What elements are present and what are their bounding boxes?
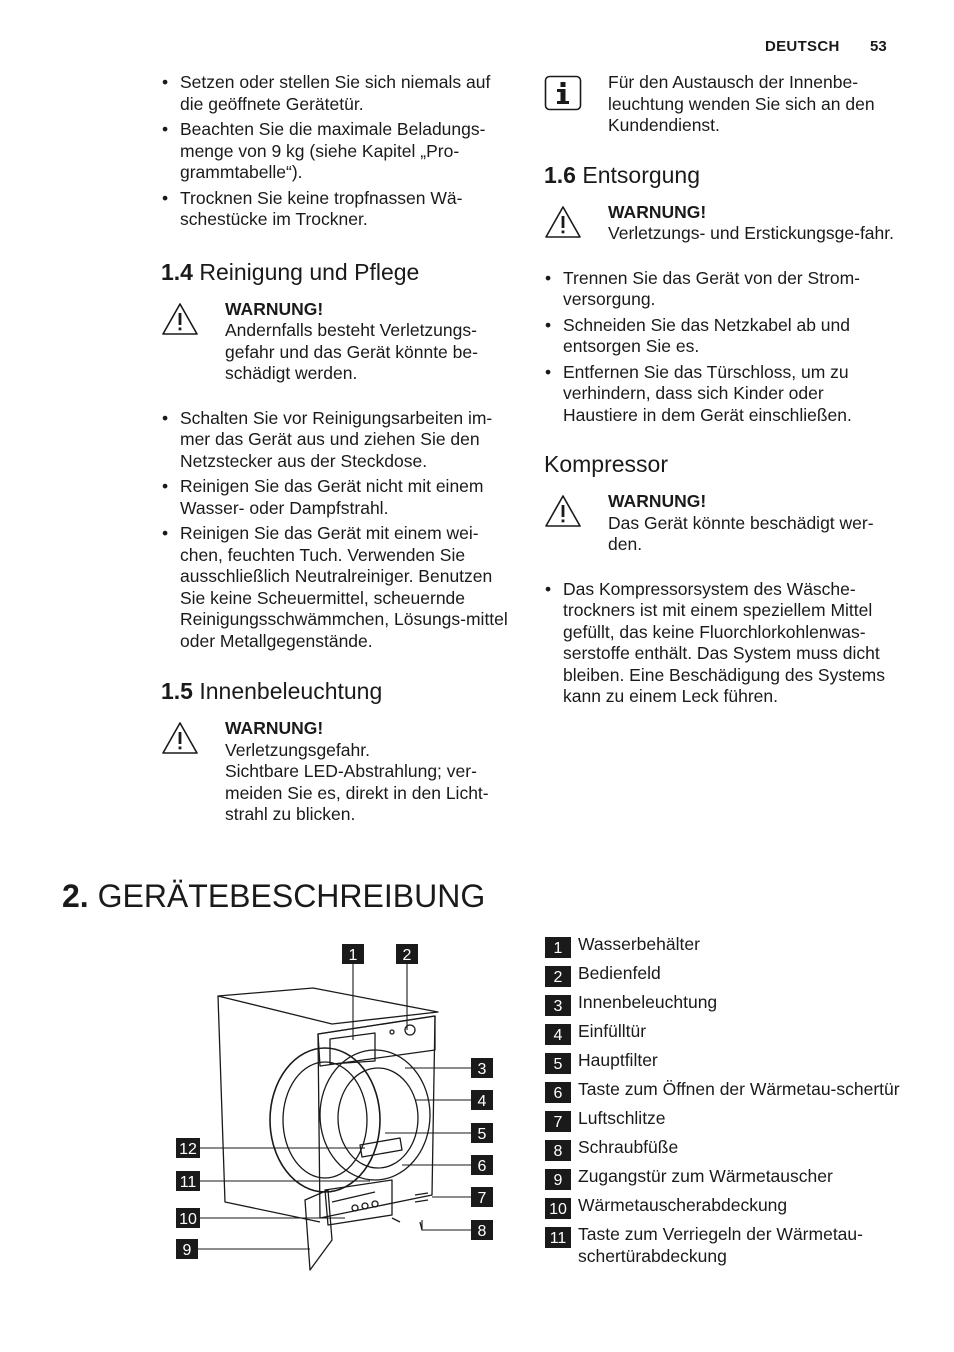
component-legend bbox=[545, 934, 954, 1275]
dryer-illustration bbox=[170, 940, 510, 1280]
callout-6: 6 bbox=[477, 1158, 487, 1175]
info-icon bbox=[544, 75, 582, 111]
page-number: 53 bbox=[870, 38, 887, 55]
callout-8: 8 bbox=[477, 1223, 487, 1240]
warning-box bbox=[544, 491, 899, 556]
callout-2: 2 bbox=[402, 947, 412, 964]
callout-10: 10 bbox=[179, 1211, 197, 1228]
callout-labels bbox=[176, 944, 493, 1259]
callout-leader-lines bbox=[198, 962, 472, 1249]
legend-text: Wasserbehälter bbox=[578, 934, 700, 954]
section-heading-kompressor bbox=[544, 450, 899, 478]
warning-triangle-icon bbox=[544, 493, 582, 529]
warning-triangle-icon bbox=[161, 301, 199, 337]
legend-item bbox=[545, 992, 954, 1014]
legend-item bbox=[545, 1166, 954, 1188]
legend-item bbox=[545, 1021, 954, 1043]
warning-box bbox=[544, 202, 899, 245]
legend-number: 2 bbox=[545, 966, 571, 987]
right-column bbox=[544, 72, 899, 712]
warning-text: Das Gerät könnte beschädigt wer-den. bbox=[608, 512, 874, 554]
intro-bullets bbox=[161, 72, 516, 231]
legend-item bbox=[545, 1050, 954, 1072]
cleaning-bullets bbox=[161, 408, 516, 653]
legend-text: Luftschlitze bbox=[578, 1108, 666, 1128]
legend-item bbox=[545, 1224, 954, 1267]
warning-title: WARNUNG! bbox=[608, 491, 707, 511]
section-number: 1.4 bbox=[161, 258, 193, 285]
legend-item bbox=[545, 1108, 954, 1130]
legend-number: 8 bbox=[545, 1140, 571, 1161]
legend-number: 5 bbox=[545, 1053, 571, 1074]
disposal-bullets bbox=[544, 268, 899, 427]
section-title: Reinigung und Pflege bbox=[199, 258, 420, 285]
list-item: • Trennen Sie das Gerät von der Strom-versorgung. bbox=[544, 268, 899, 311]
list-item: • Entfernen Sie das Türschloss, um zu verhindern, dass sich Kinder oder Haustiere in dem Gerät einschließen. bbox=[544, 362, 899, 427]
callout-3: 3 bbox=[477, 1061, 487, 1078]
legend-number: 3 bbox=[545, 995, 571, 1016]
warning-triangle-icon bbox=[544, 204, 582, 240]
legend-item bbox=[545, 1195, 954, 1217]
legend-text: Wärmetauscherabdeckung bbox=[578, 1195, 788, 1215]
warning-box bbox=[161, 299, 516, 385]
legend-number: 4 bbox=[545, 1024, 571, 1045]
warning-text: Verletzungs- und Erstickungsge-fahr. bbox=[608, 223, 894, 243]
header-language: DEUTSCH bbox=[765, 38, 840, 55]
list-item: • Trocknen Sie keine tropfnassen Wä-schestücke im Trockner. bbox=[161, 188, 516, 231]
legend-text: Zugangstür zum Wärmetauscher bbox=[578, 1166, 833, 1186]
section-heading-1-4 bbox=[161, 258, 516, 286]
legend-item bbox=[545, 1137, 954, 1159]
warning-text: Verletzungsgefahr. bbox=[225, 739, 370, 760]
legend-number: 9 bbox=[545, 1169, 571, 1190]
legend-number: 10 bbox=[545, 1198, 571, 1219]
legend-text: Hauptfilter bbox=[578, 1050, 658, 1070]
section-number: 1.5 bbox=[161, 678, 193, 704]
chapter-heading bbox=[62, 876, 485, 916]
legend-text: Innenbeleuchtung bbox=[578, 992, 718, 1012]
list-item: • Setzen oder stellen Sie sich niemals auf die geöffnete Gerätetür. bbox=[161, 72, 516, 115]
legend-number: 7 bbox=[545, 1111, 571, 1132]
list-item: • Reinigen Sie das Gerät mit einem wei-chen, feuchten Tuch. Verwenden Sie ausschließlich Neutralreiniger. Benutzen Sie keine Scheuermittel, scheuernde Reinigungsschwämmchen, Lösungs-mittel oder Metallgegenstände. bbox=[161, 523, 516, 652]
warning-box bbox=[161, 718, 516, 826]
legend-text: Bedienfeld bbox=[578, 963, 661, 983]
legend-text: Einfülltür bbox=[578, 1021, 647, 1041]
callout-1: 1 bbox=[348, 947, 358, 964]
callout-5: 5 bbox=[477, 1126, 487, 1143]
warning-title: WARNUNG! bbox=[225, 298, 324, 319]
list-item: • Schneiden Sie das Netzkabel ab und entsorgen Sie es. bbox=[544, 315, 899, 358]
section-heading-1-5 bbox=[161, 677, 516, 705]
legend-number: 6 bbox=[545, 1082, 571, 1103]
section-title: Innenbeleuchtung bbox=[199, 678, 383, 704]
chapter-title: GERÄTEBESCHREIBUNG bbox=[97, 878, 486, 914]
kompressor-bullets bbox=[544, 579, 899, 708]
callout-7: 7 bbox=[477, 1190, 487, 1207]
legend-text: Taste zum Verriegeln der Wärmetau-schertürabdeckung bbox=[578, 1224, 863, 1266]
warning-text: Andernfalls besteht Verletzungs-gefahr und das Gerät könnte be-schädigt werden. bbox=[225, 320, 478, 383]
section-heading-1-6 bbox=[544, 161, 899, 189]
list-item: • Beachten Sie die maximale Beladungs-menge von 9 kg (siehe Kapitel „Pro-grammtabelle“). bbox=[161, 119, 516, 184]
legend-item bbox=[545, 934, 954, 956]
info-box bbox=[544, 72, 899, 137]
callout-12: 12 bbox=[179, 1141, 197, 1158]
warning-text: Sichtbare LED-Abstrahlung; ver-meiden Sie es, direkt in den Licht-strahl zu blicken. bbox=[225, 761, 489, 824]
list-item: • Reinigen Sie das Gerät nicht mit einem Wasser- oder Dampfstrahl. bbox=[161, 476, 516, 519]
section-title: Kompressor bbox=[544, 451, 668, 477]
warning-title: WARNUNG! bbox=[608, 201, 707, 222]
info-text: Für den Austausch der Innenbe-leuchtung wenden Sie sich an den Kundendienst. bbox=[608, 72, 875, 135]
warning-triangle-icon bbox=[161, 720, 199, 756]
list-item: • Schalten Sie vor Reinigungsarbeiten im-mer das Gerät aus und ziehen Sie den Netzstecker aus der Steckdose. bbox=[161, 408, 516, 473]
callout-11: 11 bbox=[179, 1174, 197, 1191]
section-title: Entsorgung bbox=[582, 161, 701, 188]
section-number: 1.6 bbox=[544, 161, 576, 188]
left-column bbox=[161, 72, 516, 826]
list-item: • Das Kompressorsystem des Wäsche-trockners ist mit einem speziellem Mittel gefüllt, das keine Fluorchlorkohlenwas-serstoffe enthält. Das System muss dicht bleiben. Eine Beschädigung des Systems kann zu einem Leck führen. bbox=[544, 579, 899, 708]
legend-text: Schraubfüße bbox=[578, 1137, 679, 1157]
warning-title: WARNUNG! bbox=[225, 718, 324, 738]
legend-number: 11 bbox=[545, 1227, 571, 1248]
legend-number: 1 bbox=[545, 937, 571, 958]
dryer-line-drawing bbox=[218, 988, 438, 1270]
chapter-number: 2. bbox=[62, 878, 89, 914]
legend-item bbox=[545, 1079, 954, 1101]
callout-9: 9 bbox=[182, 1242, 192, 1259]
callout-4: 4 bbox=[477, 1093, 487, 1110]
legend-item bbox=[545, 963, 954, 985]
legend-text: Taste zum Öffnen der Wärmetau-schertür bbox=[578, 1079, 900, 1099]
